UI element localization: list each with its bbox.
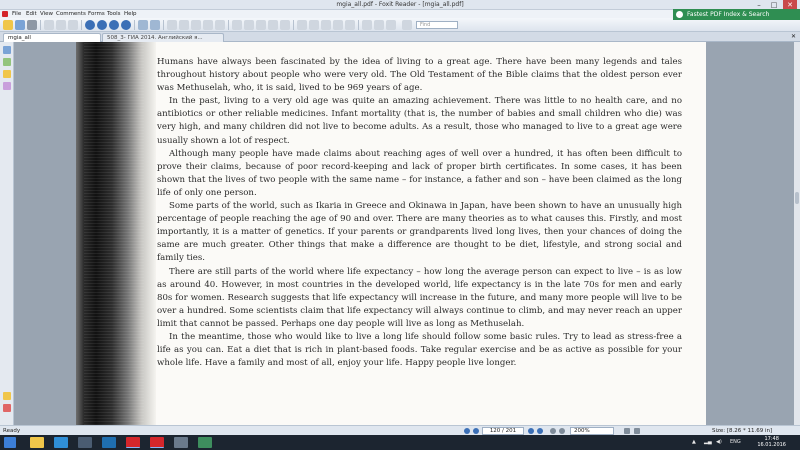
close-window-button[interactable]: ✕ (783, 0, 797, 10)
oval-icon[interactable] (321, 20, 331, 30)
layers-icon[interactable] (3, 70, 11, 78)
window-title: mgia_all.pdf - Foxit Reader - [mgia_all.pdf] (336, 1, 464, 8)
paragraph: Although many people have made claims about reaching ages of well over a hundred, it has often been difficult to prove their claims, because of poor record-keeping and lack of proper birth certificates. In some cases, it has been shown that the lives of two people with the same name – for instance, a father and son – have been claimed as the long life of only one person. (157, 148, 682, 198)
toolbar-separator (228, 20, 229, 30)
volume-icon[interactable]: ◀) (716, 439, 722, 445)
zoom-in-icon[interactable] (167, 20, 177, 30)
forward-icon[interactable] (150, 20, 160, 30)
paragraph: Some parts of the world, such as Ikaria in Greece and Okinawa in Japan, have been shown to have an unusually high percentage of people reaching the age of 90 and over. There are many theories as to what causes this. Firstly, and most importantly, it is a matter of genetics. If your parents or grandparents lived long lives, then your chances of doing the same are much greater. Other things that make a difference are thought to be diet, lifestyle, and strong social and family ties. (157, 201, 682, 264)
link-icon[interactable] (268, 20, 278, 30)
open-file-icon[interactable] (3, 20, 13, 30)
back-icon[interactable] (138, 20, 148, 30)
last-page-icon[interactable] (121, 20, 131, 30)
maximize-button[interactable]: □ (770, 1, 778, 9)
image-icon[interactable] (280, 20, 290, 30)
start-icon[interactable] (4, 437, 16, 448)
toolbar-separator (134, 20, 135, 30)
menu-view[interactable]: View (40, 11, 54, 17)
next-page-button[interactable] (528, 428, 534, 434)
windows-taskbar (0, 435, 800, 450)
vertical-scrollbar[interactable] (794, 42, 800, 425)
previous-page-icon[interactable] (97, 20, 107, 30)
document-viewport[interactable] (14, 42, 800, 425)
language-indicator[interactable]: ENG (730, 439, 741, 445)
bookmarks-icon[interactable] (3, 46, 11, 54)
toolbar-separator (81, 20, 82, 30)
close-tab-icon[interactable]: ✕ (790, 33, 796, 40)
promo-banner[interactable] (673, 9, 800, 20)
pencil-icon[interactable] (297, 20, 307, 30)
fit-width-icon[interactable] (203, 20, 213, 30)
promo-label: Fastest PDF Index & Search (687, 11, 770, 18)
scan-texture (84, 42, 144, 425)
attachments-icon[interactable] (3, 392, 11, 400)
time-label: 17:48 (764, 436, 779, 442)
security-icon[interactable] (3, 404, 11, 412)
word-icon[interactable] (54, 437, 68, 448)
toolbar (0, 18, 800, 32)
app-icon[interactable] (102, 437, 116, 448)
last-page-button[interactable] (537, 428, 543, 434)
menu-forms[interactable]: Forms (88, 11, 105, 17)
arrow-icon[interactable] (345, 20, 355, 30)
tab-bar (0, 32, 800, 42)
tab-mgia-all[interactable] (3, 33, 101, 42)
file-explorer-icon[interactable] (30, 437, 44, 448)
single-page-icon[interactable] (624, 428, 630, 434)
globe-icon (676, 11, 683, 18)
hand-tool-icon[interactable] (44, 20, 54, 30)
measure-icon[interactable] (386, 20, 396, 30)
paragraph: Humans have always been fascinated by the idea of living to a great age. There have been many legends and tales throughout history about people who were very old. The Old Testament of the Bible claims that the oldest person ever was Methuselah, who, it is said, lived to be 969 years of age. (157, 57, 682, 94)
paragraph: There are still parts of the world where life expectancy – how long the average person can expect to live – is as low as around 40. However, in most countries in the developed world, life expectancy is in the late 70s for men and early 80s for women. Research suggests that life expectancy will increase in the future, and many more people will live to be over a hundred. Some scientists claim that life expectancy will always continue to climb, and may never reach an upper limit that cannot be passed. Perhaps one day people will live as long as Methuselah. (157, 266, 682, 329)
tab-label: mgia_all (8, 35, 31, 41)
tab-label: 508_3- ГИА 2014. Английский я... (107, 35, 203, 41)
foxit-logo-icon (2, 11, 8, 17)
foxit-reader-icon[interactable] (150, 437, 164, 448)
toolbar-separator (293, 20, 294, 30)
toolbar-separator (40, 20, 41, 30)
continuous-page-icon[interactable] (634, 428, 640, 434)
scrollbar-thumb[interactable] (795, 192, 799, 204)
next-page-icon[interactable] (109, 20, 119, 30)
first-page-button[interactable] (464, 428, 470, 434)
pdf-page (76, 42, 706, 425)
menu-help[interactable]: Help (124, 11, 137, 17)
select-text-icon[interactable] (56, 20, 66, 30)
stamp-icon[interactable] (362, 20, 372, 30)
opera-icon[interactable] (126, 437, 140, 448)
save-icon[interactable] (15, 20, 25, 30)
rectangle-icon[interactable] (309, 20, 319, 30)
date-label: 16.01.2016 (757, 442, 786, 448)
note-icon[interactable] (232, 20, 242, 30)
pages-icon[interactable] (3, 58, 11, 66)
page-text (157, 56, 682, 370)
rotate-icon[interactable] (215, 20, 225, 30)
snapshot-icon[interactable] (68, 20, 78, 30)
navigation-panel (0, 42, 14, 425)
paragraph: In the past, living to a very old age was quite an amazing achievement. There was little to no health care, and no antibiotics or other reliable medicines. Infant mortality (that is, the number of babies and small children who die) was very high, and many children did not live to become adults. As a result, those who managed to live to a great age were usually shown a lot of respect. (157, 96, 682, 146)
previous-page-button[interactable] (473, 428, 479, 434)
first-page-icon[interactable] (85, 20, 95, 30)
typewriter-icon[interactable] (244, 20, 254, 30)
comments-icon[interactable] (3, 82, 11, 90)
highlight-icon[interactable] (256, 20, 266, 30)
toolbar-separator (358, 20, 359, 30)
fit-page-icon[interactable] (191, 20, 201, 30)
print-icon[interactable] (27, 20, 37, 30)
menu-edit[interactable]: Edit (26, 11, 37, 17)
page-number-field[interactable]: 120 / 201 (482, 427, 524, 435)
menu-comments[interactable]: Comments (56, 11, 86, 17)
zoom-in-button[interactable] (559, 428, 565, 434)
clock[interactable] (757, 436, 786, 448)
line-icon[interactable] (333, 20, 343, 30)
toolbar-separator (163, 20, 164, 30)
tray-up-arrow-icon: ▲ (692, 439, 696, 445)
steam-icon[interactable] (78, 437, 92, 448)
zoom-out-button[interactable] (550, 428, 556, 434)
status-text: Ready (3, 428, 21, 434)
menu-tools[interactable]: Tools (107, 11, 121, 17)
status-bar (0, 425, 800, 435)
page-size-label: Size: [8.26 * 11.69 in] (712, 428, 773, 434)
notepad-icon[interactable] (174, 437, 188, 448)
menu-file[interactable]: File (12, 11, 22, 17)
tab-508[interactable] (102, 33, 224, 42)
find-input[interactable]: Find (416, 21, 458, 29)
zoom-select[interactable]: 200% (570, 427, 614, 435)
media-icon[interactable] (198, 437, 212, 448)
network-icon[interactable]: ▂▄ (704, 439, 712, 445)
paragraph: In the meantime, those who would like to live a long life should follow some basic rules. Try to lead as stress-free a life as you can. Eat a diet that is rich in plant-based foods. Take regular exercise and be as active as possible for your whole life. Have a family and most of all, enjoy your life. Happy people live longer. (157, 331, 682, 369)
attach-icon[interactable] (374, 20, 384, 30)
zoom-out-icon[interactable] (179, 20, 189, 30)
minimize-button[interactable]: – (757, 1, 761, 9)
search-icon[interactable] (402, 20, 412, 30)
